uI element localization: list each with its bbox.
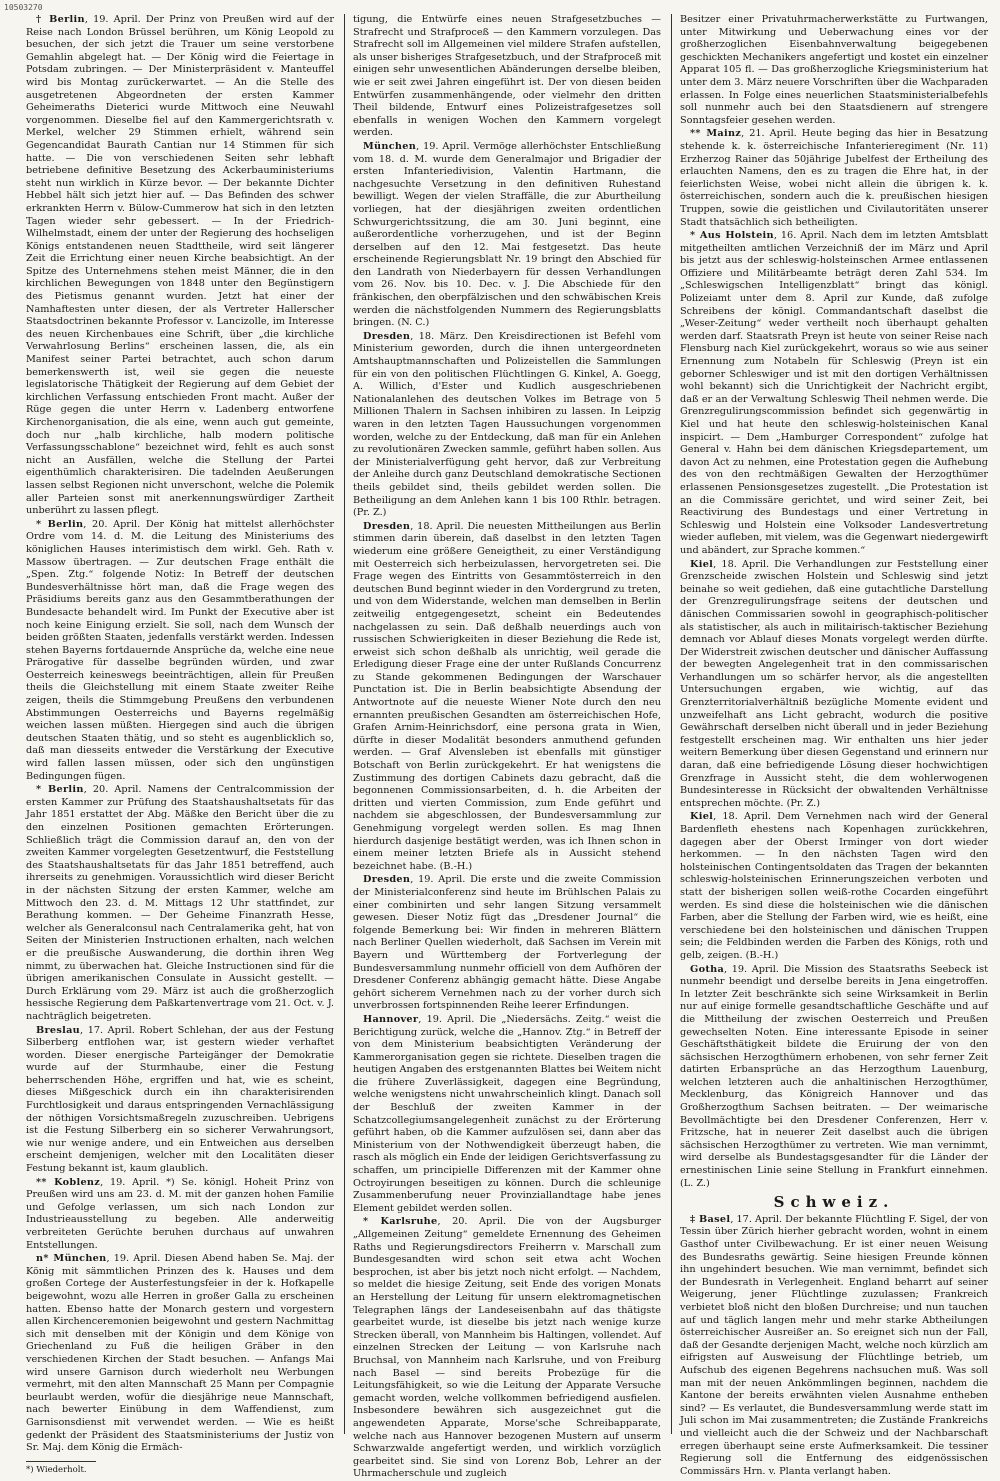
article	[26, 1253, 334, 1455]
article-place: Dresden	[363, 520, 411, 532]
article-text: Se. königl. Hoheit Prinz von Preußen wird uns am 23. d. M. mit der ganzen hohen Familie und Gefolge verlassen, um sich nach London zur Industrieausstellung zu begeben. Alle anderweitig verbreiteten Gerüchte beruhen durchaus auf unwahren Entstellungen.	[26, 1176, 334, 1251]
article-date: , 19. April.	[106, 1253, 161, 1265]
article-text: Die neuesten Mittheilungen aus Berlin stimmen darin überein, daß daselbst in den letzten Tagen wiederum eine größere Geneigtheit, zu einer Verständigung mit Oesterreich sich herbeizulassen, hervorgetreten sei. Die Frage wegen des Eintritts von Gesammtösterreich in den deutschen Bund beginnt wieder in den Vordergrund zu treten, und von dem Widerstande, welchen man demselben in Berlin zeitweilig entgegengesetzt, scheint ein Bedeutendes nachgelassen zu sein. Daß deßhalb neuerdings auch von russischen Schwierigkeiten in dieser Beziehung die Rede ist, erweist sich schon deßhalb als unrichtig, weil gerade die Erledigung dieser Frage eine der unter Rußlands Concurrenz zu Stande gekommenen Bedingungen der Warschauer Punctation ist. Die in Berlin beabsichtigte Absendung der Antwortnote auf die neueste Wiener Note durch den neu ernannten preußischen Gesandten am österreichischen Hofe, Grafen Arnim-Heinrichsdorf, eine persona grata in Wien, dürfte in dieser Modalität besonders anmuthend gefunden werden. — Graf Alvensleben ist ebenfalls mit günstiger Botschaft von Berlin zurückgekehrt. Er hat wenigstens die Zustimmung des dortigen Cabinets dazu gebracht, daß die begonnenen Commissionsarbeiten, d. h. die Arbeiten der dritten und vierten Commission, zum Ende geführt und nachdem sie abgeschlossen, der Bundesversammlung zur Genehmigung vorgelegt werden sollen. Es mag Ihnen hierdurch dasjenige bestätigt werden, was ich Ihnen schon in einem meiner letzten Briefe als in Aussicht stehend bezeichnet habe. (B.-H.)	[353, 520, 661, 872]
article	[680, 559, 988, 811]
article-date: , 16. April.	[773, 230, 828, 242]
article-place: * Berlin	[36, 784, 84, 796]
article-date: , 21. April.	[741, 128, 797, 140]
column-1	[26, 14, 334, 1475]
section-heading: Schweiz.	[773, 1193, 895, 1212]
article-place: n* München	[36, 1253, 107, 1265]
article-text: Die Mission des Staatsraths Seebeck ist nunmehr beendigt und derselbe bereits in Jena eingetroffen. In letzter Zeit beschränkte sich seine Wirksamkeit in Berlin nur auf einige formelle gesandtschaftliche Geschäfte und auf die Mittheilung der zwischen Oesterreich und Preußen gewechselten Noten. Eine interessante Episode in seiner Geschäftsthätigkeit bildete die Eruirung der von den sächsischen Herzogthümern erhobenen, von sehr ferner Zeit datirten Erbansprüche an das Herzogthum Lauenburg, welchen letzteren auch die anhaltinischen Herzogthümer, Mecklenburg, das Königreich Hannover und das Großherzogthum Sachsen beitraten. — Der weimarische Bevollmächtigte bei den Dresdener Conferenzen, Herr v. Fritzsche, hat in neuerer Zeit daselbst auch die übrigen sächsischen Herzogthümer zu vertreten. Wie man vernimmt, wird derselbe als Bundestagsgesandter für die Länder der ernestinischen Linie seine Stellung in Frankfurt einnehmen. (L. Z.)	[680, 963, 988, 1189]
article-date: , 18. März.	[410, 330, 469, 342]
article	[26, 519, 334, 783]
article	[353, 14, 661, 140]
article	[680, 128, 988, 229]
page-id: 10503270	[4, 3, 43, 12]
article	[26, 1025, 334, 1176]
article-date: , 19. April. *)	[100, 1176, 175, 1188]
article-date: , 18. April.	[410, 520, 464, 532]
article-text: Vermöge allerhöchster Entschließung vom 18. d. M. wurde dem Generalmajor und Brigadier der ersten Infanteriedivision, Valentin Hartmann, die nachgesuchte Versetzung in den definitiven Ruhestand bewilligt. Wegen der vielen Straffälle, die zur Aburtheilung vorliegen, hat der diesjährigen zweiten ordentlichen Schwurgerichtssitzung, die am 30. Juni beginnt, eine außerordentliche vorherzugehen, und ist der Beginn derselben auf den 12. Mai festgesetzt. Das heute erscheinende Regierungsblatt Nr. 19 bringt den Abschied für den Landrath von Niederbayern für dessen Verhandlungen vom 26. Nov. bis 10. Dec. v. J. Die Abschiede für den fränkischen, den oberpfälzischen und den schwäbischen Kreis werden die nächstfolgenden Nummern des Regierungsblatts bringen. (N. C.)	[353, 140, 661, 329]
article-place: * Aus Holstein	[690, 230, 774, 242]
article-place: Dresden	[363, 874, 411, 886]
article-text: Nach dem im letzten Amtsblatt mitgetheilten amtlichen Verzeichniß der im März und April bis jetzt aus der schleswig-holsteinschen Armee entlassenen Offiziere und Militärbeamte beträgt deren Zahl 534. Im „Schleswigschen Intelligenzblatt“ bringt das königl. Polizeiamt unter dem 8. April zur Kunde, daß zufolge Schreibens der königl. Commandantschaft daselbst die „Weser-Zeitung“ weder vertheilt noch überhaupt gehalten werden darf. Staatsrath Preyn ist heute von seiner Reise nach Flensburg nach Kiel zurückgekehrt, woraus so wie aus seiner Ernennung zum Notabeln für Schleswig (Preyn ist ein geborner Schleswiger und ist mit den dortigen Verhältnissen wohl bekannt) sich die Unrichtigkeit der Nachricht ergibt, daß er an der Verwaltung Schleswig Theil nehmen werde. Die Grenzregulirungscommission befindet sich gegenwärtig in Kiel und hat heute den schleswig-holsteinischen Kanal inspicirt. — Dem „Hamburger Correspondent“ zufolge hat General v. Hahn bei dem dänischen Kriegsdepartement, um davon Act zu nehmen, eine Protestation gegen die Aufhebung des von den rechtmäßigen Gewalten der Herzogthümer erlassenen Pensionsgesetzes zugestellt. „Die Protestation ist an die Commissäre gerichtet, und wird seiner Zeit, bei Reactivirung des Bundestags und einer Vertretung in Schleswig und Holstein eine Volksoder Landesvertretung wieder aufleben, mit vielem, was die Gegenwart niedergewirft und abändert, zur Sprache kommen.“	[680, 230, 989, 556]
article-place: Dresden	[363, 330, 411, 342]
article-text: Die „Niedersächs. Zeitg.“ weist die Berichtigung zurück, welche die „Hannov. Ztg.“ in Betreff der von dem Ministerium beabsichtigten Veränderung der Kammerorganisation gegen sie richtete. Dieselben tragen die heutigen Angaben des erstgenannten Blattes bei Weitem nicht die frühere Zuverlässigkeit, dagegen eine Begründung, welche wenigstens nicht unwahrscheinlich klingt. Danach soll der Beschluß der zweiten Kammer in der Schatzcollegiumsangelegenheit zunächst zu der Erörterung geführt haben, ob die Kammer aufzulösen sei, dann aber das Ministerium von der Nothwendigkeit überzeugt haben, die rasch als möglich ein Ende der leidigen Gerichtsverfassung zu schaffen, um principielle Differenzen mit der Kammer ohne Octroyirungen beseitigen zu können. Durch die schleunige Zusammenberufung neuer Provinziallandtage habe jenes Element gebildet werden sollen.	[353, 1013, 662, 1214]
column-3	[671, 14, 989, 1477]
article-text: Der bekannte Flüchtling F. Sigel, der von Tessin über Zürich hierher gebracht worden, wohnt in einem Gasthof unter Civilbewachung. Er ist einer neuen Weisung des Bundesraths gewärtig. Seine hiesigen Freunde können ihn ungehindert besuchen. Wie man vernimmt, befindet sich der Bundesrath in Verlegenheit. England beharrt auf seiner Weigerung, jener Flüchtlinge zuzulassen; Frankreich verbietet bloß nicht den bloßen Durchreise; und nun tauchen auf und täglich langen mehr und mehr starke Abtheilungen österreichischer Ausreißer an. So ereignet sich nun der Fall, daß der Gesandte derjenigen Macht, welche noch kürzlich am eifrigsten auf Ausweisung der Flüchtlinge betrieb, um Aufschub des eigenen Begehrens nachsuchen muß. Was soll man mit der neuen Ankömmlingen beginnen, nachdem die Kantone der bereits erwähnten vielen Ausnahme entheben sind? — Es verlautet, die Bundesversammlung werde statt im Juli schon im Mai zusammentreten; die Zustände Frankreichs und vielleicht auch die der Schweiz und der Nachbarschaft erregen überhaupt seine erste Aufmerksamkeit. Die tessiner Regierung soll die Entfernung des eidgenössischen Commissärs Hrn. v. Planta verlangt haben.	[680, 1213, 989, 1477]
article	[680, 1214, 988, 1478]
article-place: ** Mainz	[690, 128, 742, 140]
article-text: tigung, die Entwürfe eines neuen Strafgesetzbuches — Strafrecht und Strafproceß — den Kammern vorzulegen. Das Strafrecht soll im Allgemeinen viel mildere Strafen aufstellen, als unser bisheriges Strafgesetzbuch, und der Strafproceß mit einigen sehr unwesentlichen Abänderungen derselbe bleiben, wie er seit zwei Jahren eingeführt ist. Der von diesen beiden Entwürfen zusammenhängende, oder vielmehr den dritten Theil bildende, Entwurf eines Polizeistrafgesetzes soll ebenfalls in wenigen Wochen den Kammern vorgelegt werden.	[353, 14, 661, 139]
article-date: , 20. April.	[83, 518, 141, 530]
article-text: Dem Vernehmen nach wird der General Bardenfleth ehestens nach Kopenhagen zurückkehren, dagegen aber der Oberst Irminger von dort wieder herkommen. — In den nächsten Tagen wird den holsteinischen Contingentsoldaten das Tragen der bekannten schleswig-holsteinischen Erinnerungszeichen verboten und statt der bisherigen sollen weiß-rothe Cocarden eingeführt werden. Es sind diese die holsteinischen wie die dänischen Farben, aber die Stellung der Farben wird, wie es heißt, eine verschiedene bei den holsteinischen und dänischen Truppen sein; die Feldbinden werden die Farben des Königs, roth und gelb, zeigen. (B.-H.)	[680, 811, 988, 961]
article-date: , 17. April.	[80, 1024, 135, 1036]
article-place: ** Koblenz	[36, 1176, 101, 1188]
article	[26, 14, 334, 518]
article-text: Heute beging das hier in Besatzung stehende k. k. österreichische Infanterieregiment (Nr. 11) Erzherzog Rainer das 50jährige Jubelfest der Ertheilung des erlauchten Namens, den es zu tragen die Ehre hat, in der feierlichsten Weise, wobei nicht allein die übrigen k. k. österreichischen, sondern auch die k. preußischen hiesigen Truppen, sowie die geistlichen und Civilautoritäten unserer Stadt thatsächlich sich betheiligten.	[680, 128, 988, 228]
article-date: , 19. April.	[410, 874, 466, 886]
article	[26, 784, 334, 1023]
article-place: * Berlin	[36, 518, 84, 530]
article-place: Kiel	[690, 811, 714, 823]
article-place: Hannover	[363, 1013, 419, 1025]
article	[26, 1177, 334, 1253]
article-place: Gotha	[690, 963, 725, 975]
article	[353, 1216, 661, 1480]
article	[680, 811, 988, 962]
article-date: , 19. April.	[418, 1013, 475, 1025]
article-place: München	[363, 140, 417, 152]
footnote-rule	[26, 1461, 96, 1462]
article-text: Der Prinz von Preußen wird auf der Reise nach London Brüssel berühren, um König Leopold zu besuchen, der sich jetzt die Trauer um seine verstorbene Gemahlin abgelegt hat. — Der König wird die Feiertage in Potsdam zubringen. — Der Ministerpräsident v. Manteuffel wird bis Montag zurückerwartet. — An die Stelle des ausgetretenen Abgeordneten der ersten Kammer Geheimeraths Dieterici wurde Mittwoch eine Neuwahl vorgenommen. Dieselbe fiel auf den Kammergerichtsrath v. Merkel, welcher 29 Stimmen erhielt, während sein Gegencandidat Baurath Cantian nur 14 Stimmen für sich hatte. — Die von verschiedenen Seiten sehr lebhaft betriebene definitive Besetzung des Ackerbauministeriums steht nun wirklich in Kürze bevor. — Der bekannte Dichter Hebbel hält sich jetzt hier auf. — Das Befinden des schwer erkrankten Herrn v. Bülow-Cummerow hat sich in den letzten Tagen wieder sehr gebessert. — In der Friedrich-Wilhelmstadt, einem der unter der Regierung des hochseligen Königs entstandenen neuen Stadttheile, wird seit längerer Zeit die Errichtung einer neuen Kirche beabsichtigt. An der Spitze des Unternehmens stehen meist Männer, die in den kirchlichen Bewegungen von 1848 unter den Begünstigern des Pietismus genannt wurden. Jetzt hat einer der Namhaftesten unter diesen, der als Vertreter Hallerscher Staatsdoctrinen bekannte Professor v. Lancizolle, im Interesse des neuen Kirchenbaues eine Schrift, über „die kirchliche Verwahrlosung Berlins“ erscheinen lassen, die, als ein Manifest seiner Partei betrachtet, auch schon darum bemerkenswerth ist, weil sie gegen die neueste legislatorische Thätigkeit der Regierung auf dem Gebiet der kirchlichen Verfassung entschieden Front macht. Außer der Rüge gegen die unter Herrn v. Ladenberg entworfene Kirchenorganisation, die als eine, wenn auch gut gemeinte, doch nur „halb kirchliche, halb modern politische Verfassungsschablone“ bezeichnet wird, fehlt es auch sonst nicht an Ausfällen, welche die Stellung der Partei eigenthümlich charakterisiren. Die tadelnden Aeußerungen lassen selbst Regionen nicht unverschont, welche die Polemik aller Parteien sonst mit anerkennungswürdiger Zartheit unberührt zu lassen pflegt.	[26, 14, 334, 517]
article	[680, 230, 988, 557]
article-text: Den Kreisdirectionen ist Befehl vom Ministerium geworden, durch die ihnen untergeordneten Amtshauptmannschaften und Polizeistellen die Sammlungen für ein von den politischen Flüchtlingen G. Kinkel, A. Goegg, A. Willich, d'Ester und Kudlich ausgeschriebenen Nationalanlehen des deutschen Volkes im Betrage von 5 Millionen Thalern in Sachsen inhibiren zu lassen. In Leipzig waren in den letzten Tagen Haussuchungen vorgenommen worden, welche zu der Entdeckung, daß man für ein Anlehen zu revolutionären Zwecken sammle, geführt haben sollen. Aus der Ministerialverfügung geht hervor, daß zur Verbreitung der Anleihe durch ganz Deutschland demokratische Sectionen theils gebildet sind, theils gebildet werden sollen. Die Betheiligung an dem Anlehen kann 1 bis 100 Rthlr. betragen. (Pr. Z.)	[353, 330, 661, 519]
article-date: , 17. April.	[730, 1213, 783, 1225]
article	[353, 521, 661, 874]
article-text: Diesen Abend haben Se. Maj. der König mit sämmtlichen Prinzen des k. Hauses und dem großen Cortege der Austerfestungsfeier in der k. Hofkapelle beigewohnt, wozu alle Herren in großer Galla zu erscheinen hatten. Ebenso hatte der Monarch gestern und vorgestern allen Kirchenceremonien beigewohnt und gestern Nachmittag sich mit denselben mit der Königin und dem Könige von Griechenland zu Fuß die heiligen Gräber in den verschiedenen Kirchen der Stadt besuchen. — Anfangs Mai wird unsere Garnison durch wiederholt neu Werbungen vermehrt, mit den alten Mannschaft 25 Mann per Compagnie beurlaubt werden, wofür die diesjährige neue Mannschaft, nach bewerter Einübung in dem Waffendienst, zum Garnisonsdienst mit verwendet werden. — Wie es heißt gedenkt der Präsident des Staatsministeriums der Justiz von Sr. Maj. dem König die Ermäch-	[26, 1253, 334, 1454]
article-text: Die von der Augsburger „Allgemeinen Zeitung“ gemeldete Ernennung des Geheimen Raths und Regierungsdirectors Freiherrn v. Marschall zum Bundesgesandten wird schon seit etwa acht Wochen besprochen, ist aber bis jetzt noch nicht erfolgt. — Nachdem, so meldet die hiesige Zeitung, seit Ende des vorigen Monats an Herstellung der Leitung für unsern elektromagnetischen Telegraphen längs der Landeseisenbahn auf das thätigste gearbeitet wurde, ist dieselbe bis jetzt nach wenige kurze Strecken überall, von Mannheim bis Haltingen, vollendet. Auf einzelnen Strecken der Leitung — von Karlsruhe nach Bruchsal, von Mannheim nach Karlsruhe, und von Freiburg nach Basel — sind bereits Probezüge für die Leitungsfähigkeit, so wie die Leitung der Apparate Versuche gemacht worden, welche vollkommen befriedigend ausfielen. Insbesondere bewähren sich ausgezeichnet gut die angewendeten Apparate, Morse'sche Schreibapparate, welche nach aus Hannover bezogenen Mustern auf unserm Schwarzwalde angefertigt werden, und wirklich vorzüglich gearbeitet sind. Sie sind von Lorenz Bob, Lehrer an der Uhrmacherschule und zugleich	[353, 1216, 662, 1480]
footnote: *) Wiederholt.	[26, 1464, 87, 1475]
article-text: Die erste und die zweite Commission der Ministerialconferenz sind heute im Brühlschen Palais zu einer combinirten und sehr langen Sitzung versammelt gewesen. Dieser Notiz fügt das „Dresdener Journal“ die folgende Bemerkung bei: Wir finden in mehreren Blättern nach Berliner Quellen wiederholt, daß Sachsen im Verein mit Bayern und Württemberg der Fortverlegung der Bundesversammlung nunmehr officiell von dem Aufhören der Dresdener Conferenz abhängig gemacht hätte. Diese Angabe gehört sicherem Vernehmen nach zu der vorher durch sich unverbrossen fortspinnenden Reihe leerer Erfindungen.	[353, 874, 661, 1012]
article-text: Der König hat mittelst allerhöchster Ordre vom 14. d. M. die Leitung des Ministeriums des königlichen Hauses interimistisch dem wirkl. Geh. Rath v. Massow übertragen. — Zur deutschen Frage enthält die „Spen. Ztg.“ folgende Notiz: In Betreff der deutschen Bundesverhältnisse hört man, daß die Frage wegen des Präsidiums bereits ganz aus den Gesammtberathungen der Bundesacte behandelt wird. Im Punkt der Executive aber ist noch keine Einigung erzielt. Sie soll, nach dem Wunsch der beiden größten Staaten, jedenfalls verstärkt werden. Indessen stehen Bayerns fortdauernde Ansprüche da, welche eine neue Prärogative für dasselbe begründen würden, und zwar Oesterreich keineswegs beeinträchtigen, allein für Preußen theils die Gleichstellung mit einem Staate zweiter Reihe zeigen, theils die Stimmgebung Preußens den verbundenen Abstimmungen Oesterreichs und Bayerns regelmäßig weichen lassen müßten. Hiergegen sind auch die übrigen deutschen Staaten thätig, und so steht es augenblicklich so, daß man diesseits entweder die Verstärkung der Executive wird fallen lassen müssen, oder sich den ungünstigen Bedingungen fügen.	[26, 518, 334, 782]
article-date: , 18. April.	[713, 558, 770, 570]
column-2	[344, 14, 662, 1480]
article-text: Robert Schlehan, der aus der Festung Silberberg entflohen war, ist gestern wieder verhaftet worden. Dieser energische Parteigänger der Demokratie wurde auf der Sturmhaube, einer die Festung beherrschenden Höhe, ergriffen und hat, wie es scheint, dieses Mißgeschick durch ein ihn charakterisirenden Furchtlosigkeit und daraus entspringenden Vernachlässigung der nöthigen Vorsichtsmaßregeln zuzuschreiben. Uebrigens ist die Festung Silberberg ein so sicherer Verwahrungsort, wie nur wenige andere, und ein Entweichen aus derselben erscheint demjenigen, welcher mit den Localitäten dieser Festung bekannt ist, kaum glaublich.	[26, 1024, 334, 1175]
article-date: , 19. April.	[416, 140, 470, 152]
article	[353, 1014, 661, 1216]
columns	[26, 14, 989, 1480]
article-text: Namens der Centralcommission der ersten Kammer zur Prüfung des Staatshaushaltsetats für das Jahr 1851 erstattet der Abg. Mäßke den Bericht über die zu den einzelnen Positionen gemachten Erörterungen. Schließlich trägt die Commission darauf an, den von der zweiten Kammer vorgelegten Gesetzentwurf, die Feststellung des Staatshaushaltsetats für das Jahr 1851 betreffend, auch ihrerseits zu genehmigen. Voraussichtlich wird dieser Bericht in der nächsten Sitzung der ersten Kammer, welche am Mittwoch den 23. d. M. Mittags 12 Uhr stattfindet, zur Berathung kommen. — Der Geheime Finanzrath Hesse, welcher als Generalconsul nach Centralamerika geht, hat von Seiten der Ministerien Instructionen erhalten, nach welchen er die preußische Auswanderung, die dorthin ihren Weg nimmt, zu überwachen hat. Gleiche Instructionen sind für die übrigen amerikanischen Consulate in Aussicht gestellt. — Durch Erklärung vom 29. März ist auch die großherzoglich hessische Regierung dem Paßkartenvertrage vom 21. Oct. v. J. nachträglich beigetreten.	[26, 784, 334, 1022]
article	[353, 331, 661, 520]
article	[680, 14, 988, 127]
article-date: , 18. April.	[713, 811, 772, 823]
article	[353, 874, 661, 1013]
article-text: Besitzer einer Privatuhrmacherwerkstätte zu Furtwangen, unter Mitwirkung und Ueberwachung eines vor der großherzoglichen Eisenbahnverwaltung beigegebenen geschickten Mechanikers angefertigt und kostet ein einzelner Apparat 105 fl. — Das großherzogliche Kriegsministerium hat unter dem 3. März neuere Vorschriften über die Wachparaden erlassen. In Folge eines neuerlichen Staatsministerialbefehls soll nunmehr auch bei den Staatsdienern auf strengere Sonntagsfeier gesehen werden.	[680, 14, 988, 126]
article-date: , 20. April.	[437, 1216, 507, 1228]
article-place: Breslau	[36, 1024, 81, 1036]
article-date: , 19. April.	[724, 963, 779, 975]
article-place: * Karlsruhe	[363, 1216, 438, 1228]
article-date: , 20. April.	[83, 784, 142, 796]
article-place: Kiel	[690, 558, 714, 570]
article	[353, 141, 661, 330]
article-place: ‡ Basel	[690, 1213, 731, 1225]
article-text: Die Verhandlungen zur Feststellung einer Grenzscheide zwischen Holstein und Schleswig sind jetzt beinahe so weit gediehen, daß eine gutachtliche Darstellung der Grenzregulirungsfrage seitens der deutschen und dänischen Commissarien sowohl in geographisch-politischer als statistischer, als auch in militairisch-taktischer Beziehung demnach vor Ablauf dieses Monats vorgelegt werden dürfte. Der Widerstreit zwischen deutscher und dänischer Auffassung der bewegten Angelegenheit trat in den commissarischen Verhandlungen um so schärfer hervor, als die angestellten Untersuchungen ergaben, wie wichtig, auf das Grenzterritorialverhältniß bezügliche Momente evident und unzweifelhaft ans Licht gebracht, wodurch die positive Gewährschaft derselben nicht überall und in jeder Beziehung festgestellt erscheinen mag. Wir enthalten uns hier jeder weitern Bemerkung über diesen Gegenstand und erinnern nur daran, daß eine befriedigende Lösung dieser hochwichtigen Grenzfrage in Aussicht steht, die dem wohlerwogenen Bundesinteresse in Rücksicht der obwaltenden Verhältnisse entsprechen möchte. (Pr. Z.)	[680, 558, 989, 809]
article-date: , 19. April.	[84, 14, 141, 25]
article-place: † Berlin	[36, 14, 85, 25]
article	[680, 964, 988, 1191]
